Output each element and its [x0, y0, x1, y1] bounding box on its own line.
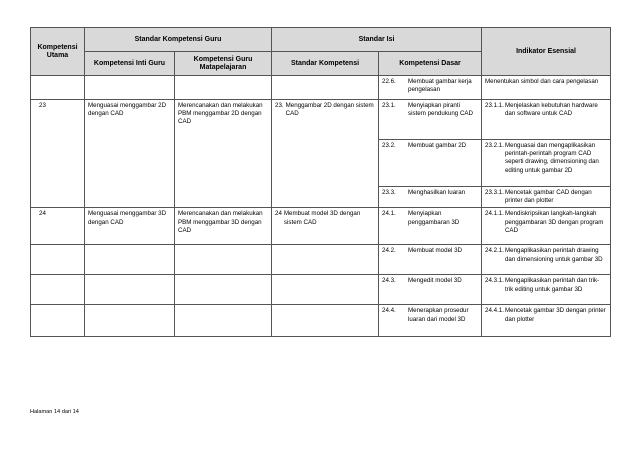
table-row — [31, 245, 611, 275]
ind-number: 24.3.1. — [485, 277, 504, 285]
header-indikator-esensial: Indikator Esensial — [482, 28, 611, 76]
kd-number: 24.1. — [382, 210, 396, 218]
kd-number: 22.6. — [382, 78, 396, 85]
kd-number: 24.2. — [382, 247, 396, 255]
kgm-text: Merencanakan dan melakukan PBM menggambar 2D dengan CAD — [178, 102, 263, 126]
indikator-cell — [482, 275, 611, 305]
ind-text: Mencetak gambar CAD dengan printer dan plotter — [504, 189, 592, 205]
kompetensi-mapel-cell — [175, 208, 272, 245]
sk-number: 23. — [275, 102, 284, 109]
indikator-cell — [482, 305, 611, 337]
kd-text: Membuat model 3D — [408, 247, 463, 255]
indikator-cell — [482, 187, 611, 208]
kd-text: Menyiapkan penggambaran 3D — [408, 210, 460, 226]
kgm-text: Merencanakan dan melakukan PBM menggambar 3D dengan CAD — [178, 210, 263, 234]
indikator-cell — [482, 76, 611, 100]
table-row — [31, 275, 611, 305]
ind-number: 23.2.1. — [485, 142, 504, 149]
header-row-1 — [31, 28, 611, 52]
kompetensi-mapel-cell — [175, 100, 272, 208]
ku-number: 23 — [39, 102, 46, 109]
ind-text: Menguasai dan mengaplikasikan perintah-perintah program CAD seperti drawing, dimensioning dan editing untuk gambar 2D — [504, 142, 599, 174]
kd-number: 24.3. — [382, 277, 396, 285]
indikator-cell — [482, 245, 611, 275]
header-standar-isi: Standar Isi — [272, 28, 482, 52]
kompetensi-dasar-cell — [379, 208, 482, 245]
kompetensi-dasar-cell — [379, 76, 482, 100]
kd-text: Menyiapkan piranti sistem pendukung CAD — [408, 102, 474, 118]
kompetensi-dasar-cell — [379, 140, 482, 187]
table-row — [31, 100, 611, 140]
kd-text: Mengedit model 3D — [408, 277, 462, 285]
ind-number: 23.1.1. — [485, 102, 504, 109]
kompetensi-utama-cell — [31, 208, 85, 245]
kompetensi-dasar-cell — [379, 245, 482, 275]
ku-number: 24 — [39, 210, 46, 218]
ind-text: Mengaplikasikan perintah drawing dan dimensioning untuk gambar 3D — [504, 247, 603, 263]
kd-number: 23.3. — [382, 189, 396, 196]
indikator-cell — [482, 100, 611, 140]
kd-number: 24.4. — [382, 307, 396, 315]
header-kompetensi-guru-mapel: Kompetensi Guru Matapelajaran — [175, 52, 272, 76]
kompetensi-inti-cell — [85, 100, 175, 208]
ind-text: Menjelaskan kebutuhan hardware dan software untuk CAD — [504, 102, 598, 118]
sk-number: 24 — [275, 210, 282, 218]
standar-kompetensi-cell — [272, 100, 379, 208]
table-row — [31, 208, 611, 245]
kompetensi-dasar-cell — [379, 305, 482, 337]
kompetensi-dasar-cell — [379, 275, 482, 305]
kompetensi-utama-cell — [31, 100, 85, 208]
kig-text: Menguasai menggambar 2D dengan CAD — [88, 102, 167, 118]
kompetensi-dasar-cell — [379, 100, 482, 140]
kig-text: Menguasai menggambar 3D dengan CAD — [88, 210, 167, 226]
table-row — [31, 305, 611, 337]
ind-text: Menentukan simbol dan cara pengelasan — [485, 78, 599, 85]
indikator-cell — [482, 140, 611, 187]
header-kompetensi-inti-guru: Kompetensi Inti Guru — [85, 52, 175, 76]
kompetensi-inti-cell — [85, 208, 175, 245]
sk-text: Menggambar 2D dengan sistem CAD — [285, 102, 374, 118]
page-footer: Halaman 14 dari 14 — [30, 409, 79, 415]
ind-text: Mendiskripsikan langkah-langkah penggambaran 3D dengan program CAD — [504, 210, 604, 234]
ind-text: Mengaplikasikan perintah dan trik-trik editing untuk gambar 3D — [504, 277, 600, 293]
kd-text: Menerapkan prosedur luaran dari model 3D — [408, 307, 469, 323]
ind-number: 24.2.1. — [485, 247, 504, 255]
indikator-cell — [482, 208, 611, 245]
header-kompetensi-dasar: Kompetensi Dasar — [379, 52, 482, 76]
header-kompetensi-utama: Kompetensi Utama — [31, 28, 85, 76]
kd-text: Membuat gambar 2D — [408, 142, 467, 149]
competency-table — [30, 27, 611, 337]
standar-kompetensi-cell — [272, 208, 379, 245]
ind-number: 24.4.1. — [485, 307, 504, 315]
ind-number: 23.3.1. — [485, 189, 504, 196]
sk-text: Membuat model 3D dengan sistem CAD — [283, 210, 361, 226]
header-standar-kompetensi-guru: Standar Kompetensi Guru — [85, 28, 272, 52]
kd-number: 23.1. — [382, 102, 396, 109]
ind-number: 24.1.1. — [485, 210, 504, 218]
kd-text: Membuat gambar kerja pengelasan — [408, 78, 472, 94]
kompetensi-dasar-cell — [379, 187, 482, 208]
header-standar-kompetensi: Standar Kompetensi — [272, 52, 379, 76]
table-row — [31, 76, 611, 100]
kd-number: 23.2. — [382, 142, 396, 149]
ind-text: Mencetak gambar 3D dengan printer dan plotter — [504, 307, 606, 323]
kd-text: Menghasilkan luaran — [408, 189, 466, 196]
